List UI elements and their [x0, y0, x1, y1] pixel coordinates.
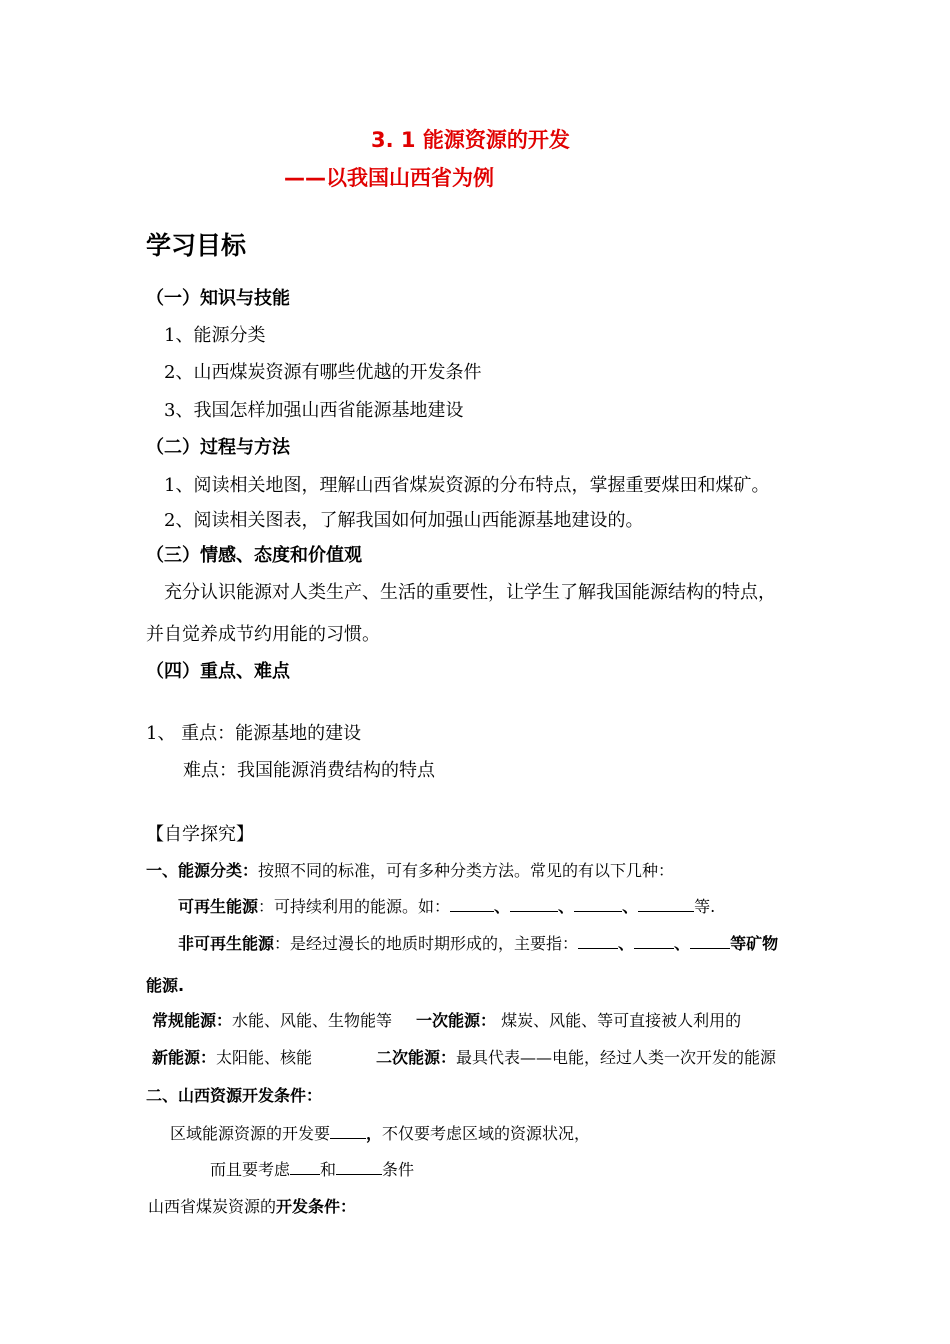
fill-blank[interactable] — [330, 1124, 366, 1139]
document-subtitle: ——以我国山西省为例 — [284, 166, 494, 190]
attitude-line-2: 并自觉养成节约用能的习惯。 — [146, 624, 380, 645]
nonrenewable-line — [178, 931, 778, 954]
fill-blank[interactable] — [290, 1160, 320, 1175]
separator: 、 — [622, 897, 639, 916]
process-item-2: 2、阅读相关图表，了解我国如何加强山西能源基地建设的。 — [164, 510, 644, 531]
conventional-line — [152, 1008, 392, 1031]
separator: ， — [366, 1124, 383, 1143]
nonrenewable-text: ：是经过漫长的地质时期形成的，主要指： — [274, 934, 579, 953]
nonrenewable-end-2: 能源. — [146, 976, 185, 995]
focus-key-point: 1、 重点：能源基地的建设 — [146, 723, 362, 744]
fill-blank[interactable] — [578, 934, 618, 949]
separator: 、 — [558, 897, 575, 916]
part1-label: 一、能源分类： — [146, 861, 259, 880]
separator: 、 — [494, 897, 511, 916]
self-study-heading: 【自学探究】 — [146, 824, 254, 845]
part2-text: 山西省煤炭资源的 — [148, 1197, 277, 1216]
fill-blank[interactable] — [450, 897, 494, 912]
document-title: 3. 1 能源资源的开发 — [371, 128, 570, 152]
development-conditions-label: 开发条件： — [276, 1197, 357, 1216]
part2-text: 条件 — [382, 1160, 415, 1179]
renewable-end: 等. — [694, 897, 716, 916]
separator: 、 — [618, 934, 635, 953]
knowledge-item-1: 1、能源分类 — [164, 325, 266, 346]
fill-blank[interactable] — [574, 897, 622, 912]
process-item-1: 1、阅读相关地图，理解山西省煤炭资源的分布特点，掌握重要煤田和煤矿。 — [164, 475, 770, 496]
part2-text: 区域能源资源的开发要 — [170, 1124, 331, 1143]
part2-text: 不仅要考虑区域的资源状况， — [382, 1124, 591, 1143]
new-energy-text: 太阳能、核能 — [216, 1048, 313, 1067]
separator: 、 — [674, 934, 691, 953]
objectives-heading: 学习目标 — [146, 231, 247, 260]
renewable-label: 可再生能源 — [178, 897, 259, 916]
fill-blank[interactable] — [690, 934, 730, 949]
primary-text: 煤炭、风能、等可直接被人利用的 — [496, 1011, 742, 1030]
conventional-label: 常规能源： — [152, 1011, 233, 1030]
part2-text: 而且要考虑 — [210, 1160, 291, 1179]
secondary-line — [376, 1045, 776, 1068]
new-energy-label: 新能源： — [152, 1048, 217, 1067]
primary-label: 一次能源： — [416, 1011, 497, 1030]
fill-blank[interactable] — [638, 897, 694, 912]
section-process-heading: （二）过程与方法 — [146, 437, 290, 458]
conventional-text: 水能、风能、生物能等 — [232, 1011, 393, 1030]
fill-blank[interactable] — [336, 1160, 382, 1175]
renewable-line — [178, 894, 715, 917]
section-attitude-heading: （三）情感、态度和价值观 — [146, 545, 362, 566]
part2-heading: 二、山西资源开发条件： — [146, 1086, 323, 1105]
knowledge-item-2: 2、山西煤炭资源有哪些优越的开发条件 — [164, 362, 482, 383]
new-energy-line — [152, 1045, 312, 1068]
attitude-line-1: 充分认识能源对人类生产、生活的重要性，让学生了解我国能源结构的特点， — [164, 582, 776, 603]
part2-line-1 — [170, 1121, 590, 1144]
part1-text: 按照不同的标准，可有多种分类方法。常见的有以下几种： — [258, 861, 675, 880]
nonrenewable-end: 等矿物 — [730, 934, 779, 953]
section-focus-heading: （四）重点、难点 — [146, 661, 290, 682]
section-knowledge-heading: （一）知识与技能 — [146, 288, 290, 309]
focus-difficult-point: 难点：我国能源消费结构的特点 — [183, 760, 435, 781]
part1-line — [146, 858, 674, 881]
part2-text: 和 — [320, 1160, 337, 1179]
part2-line-3 — [148, 1194, 356, 1217]
part2-line-2 — [210, 1157, 414, 1180]
fill-blank[interactable] — [510, 897, 558, 912]
knowledge-item-3: 3、我国怎样加强山西省能源基地建设 — [164, 400, 464, 421]
primary-line — [416, 1008, 741, 1031]
secondary-text: 最具代表——电能，经过人类一次开发的能源 — [456, 1048, 777, 1067]
fill-blank[interactable] — [634, 934, 674, 949]
nonrenewable-label: 非可再生能源 — [178, 934, 275, 953]
secondary-label: 二次能源： — [376, 1048, 457, 1067]
renewable-text: ：可持续利用的能源。如： — [258, 897, 451, 916]
